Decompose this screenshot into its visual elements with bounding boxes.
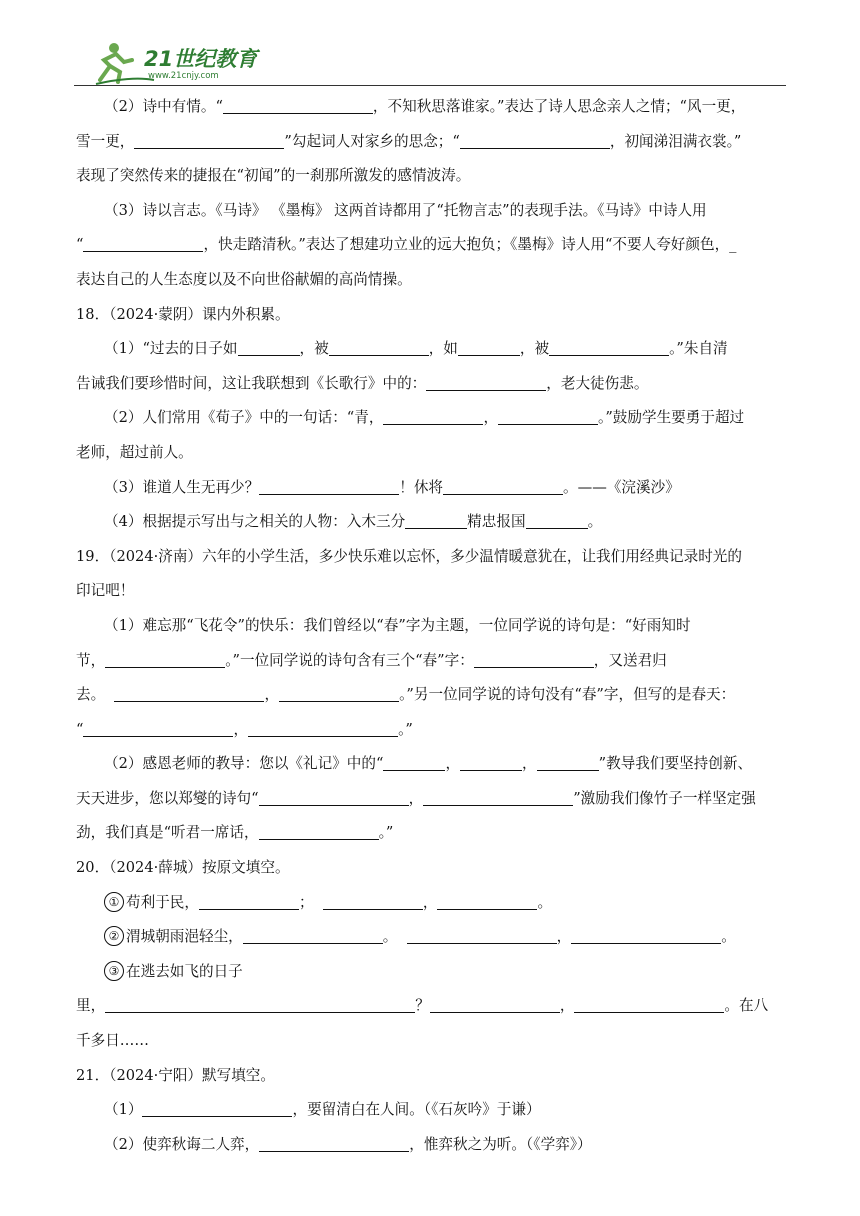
text-line: 表达自己的人生态度以及不向世俗献媚的高尚情操。 bbox=[76, 270, 412, 288]
blank-field[interactable] bbox=[243, 927, 383, 944]
logo-url: www.21cnjy.com bbox=[148, 71, 219, 81]
blank-field[interactable] bbox=[426, 374, 546, 391]
exercise-content bbox=[76, 90, 788, 1162]
blank-field[interactable] bbox=[460, 754, 522, 771]
text-line: （2）使弈秋诲二人弈， ，惟弈秋之为听。（《学弈》） bbox=[104, 1135, 592, 1153]
question-18: 18．（2024·蒙阴）课内外积累。 bbox=[76, 305, 290, 323]
blank-field[interactable] bbox=[537, 754, 599, 771]
text-line: （2）诗中有情。“ ，不知秋思落谁家。”表达了诗人思念亲人之情；“风一更， bbox=[104, 98, 746, 115]
blank-field[interactable] bbox=[383, 754, 445, 771]
blank-field[interactable] bbox=[571, 927, 721, 944]
text-line: 节， 。”一位同学说的诗句含有三个“春”字： ，又送君归 bbox=[76, 651, 667, 669]
blank-field[interactable] bbox=[259, 478, 399, 495]
blank-field[interactable] bbox=[383, 408, 483, 425]
blank-field[interactable] bbox=[574, 996, 724, 1013]
text-line: （1）“过去的日子如 ，被 ，如 ，被 。”朱自清 bbox=[104, 340, 728, 358]
blank-field[interactable] bbox=[259, 1135, 409, 1152]
text-line: 劲，我们真是“听君一席话， 。” bbox=[76, 824, 394, 842]
logo bbox=[92, 40, 262, 86]
text-line: （3）谁道人生无再少？ ！休将 。——《浣溪沙》 bbox=[104, 478, 680, 496]
blank-field[interactable] bbox=[83, 720, 233, 737]
text-line: 天天进步，您以郑燮的诗句“ ， ”激励我们像竹子一样坚定强 bbox=[76, 789, 756, 807]
text-line: 表现了突然传来的捷报在“初闻”的一刹那所激发的感情波涛。 bbox=[76, 167, 471, 185]
blank-field[interactable] bbox=[105, 651, 225, 668]
blank-field[interactable] bbox=[423, 789, 573, 806]
blank-field[interactable] bbox=[458, 339, 520, 356]
blank-field[interactable] bbox=[430, 996, 560, 1013]
text-line: “ ， 。” bbox=[76, 720, 413, 738]
question-21: 21．（2024·宁阳）默写填空。 bbox=[76, 1066, 275, 1084]
text-line: （2）感恩老师的教导：您以《礼记》中的“ ， ， ”教导我们要坚持创新、 bbox=[104, 755, 753, 773]
blank-field[interactable] bbox=[549, 339, 669, 356]
text-line: 去。 ， 。”另一位同学说的诗句没有“春”字，但写的是春天： bbox=[76, 686, 736, 704]
question-19: 19．（2024·济南）六年的小学生活，多少快乐难以忘怀，多少温情暖意犹在，让我们用经典记录时光的 bbox=[76, 547, 742, 565]
text-line: 告诫我们要珍惜时间，这让我联想到《长歌行》中的： ，老大徒伤悲。 bbox=[76, 374, 649, 392]
blank-field[interactable] bbox=[437, 893, 537, 910]
text-line: （1）难忘那“飞花令”的快乐：我们曾经以“春”字为主题，一位同学说的诗句是：“好雨知时 bbox=[104, 616, 691, 634]
text-line: 雪一更， ”勾起词人对家乡的思念；“ ，初闻涕泪满衣裳。” bbox=[76, 132, 742, 150]
blank-field[interactable] bbox=[83, 235, 203, 252]
blank-field[interactable] bbox=[199, 893, 299, 910]
blank-field[interactable] bbox=[248, 720, 398, 737]
blank-field[interactable] bbox=[407, 927, 557, 944]
logo-text: 21世纪教育 bbox=[144, 47, 258, 71]
blank-field[interactable] bbox=[474, 651, 594, 668]
text-line: （4）根据提示写出与之相关的人物：入木三分 精忠报国 。 bbox=[104, 513, 603, 531]
page-header bbox=[0, 0, 860, 90]
text-line: （2）人们常用《荀子》中的一句话：“青， ， 。”鼓励学生要勇于超过 bbox=[104, 409, 745, 427]
blank-field[interactable] bbox=[526, 512, 588, 529]
blank-field[interactable] bbox=[238, 339, 300, 356]
text-line: （1） ，要留清白在人间。（《石灰吟》于谦） bbox=[104, 1101, 541, 1119]
text-line: ① 苟利于民， ； ， 。 bbox=[76, 886, 788, 921]
blank-field[interactable] bbox=[259, 823, 379, 840]
blank-field[interactable] bbox=[259, 789, 409, 806]
blank-field[interactable] bbox=[443, 478, 563, 495]
blank-field[interactable] bbox=[134, 132, 284, 149]
blank-field[interactable] bbox=[329, 339, 429, 356]
blank-field[interactable] bbox=[498, 408, 598, 425]
text-line: “ ，快走踏清秋。”表达了想建功立业的远大抱负；《墨梅》诗人用“不要人夸好颜色，_ bbox=[76, 236, 737, 254]
text-line: 印记吧！ bbox=[76, 582, 135, 600]
blank-field[interactable] bbox=[323, 893, 423, 910]
text-line: 老师，超过前人。 bbox=[76, 443, 193, 461]
text-line: （3）诗以言志。《马诗》 《墨梅》 这两首诗都用了“托物言志”的表现手法。《马诗》中诗人用 bbox=[104, 201, 707, 219]
blank-field[interactable] bbox=[279, 685, 399, 702]
header-rule bbox=[74, 85, 786, 86]
question-20: 20．（2024·薛城）按原文填空。 bbox=[76, 859, 290, 877]
blank-field[interactable] bbox=[405, 512, 467, 529]
blank-field[interactable] bbox=[114, 685, 264, 702]
text-line: 里， ？ ， 。在八 bbox=[76, 997, 769, 1015]
text-line: ③ 在逃去如飞的日子 bbox=[76, 955, 788, 990]
text-line: 千多日…… bbox=[76, 1032, 149, 1050]
text-line: ② 渭城朝雨浥轻尘， 。 ， 。 bbox=[76, 920, 788, 955]
blank-field[interactable] bbox=[142, 1100, 292, 1117]
blank-field[interactable] bbox=[105, 996, 415, 1013]
blank-field[interactable] bbox=[223, 97, 373, 114]
blank-field[interactable] bbox=[460, 132, 610, 149]
